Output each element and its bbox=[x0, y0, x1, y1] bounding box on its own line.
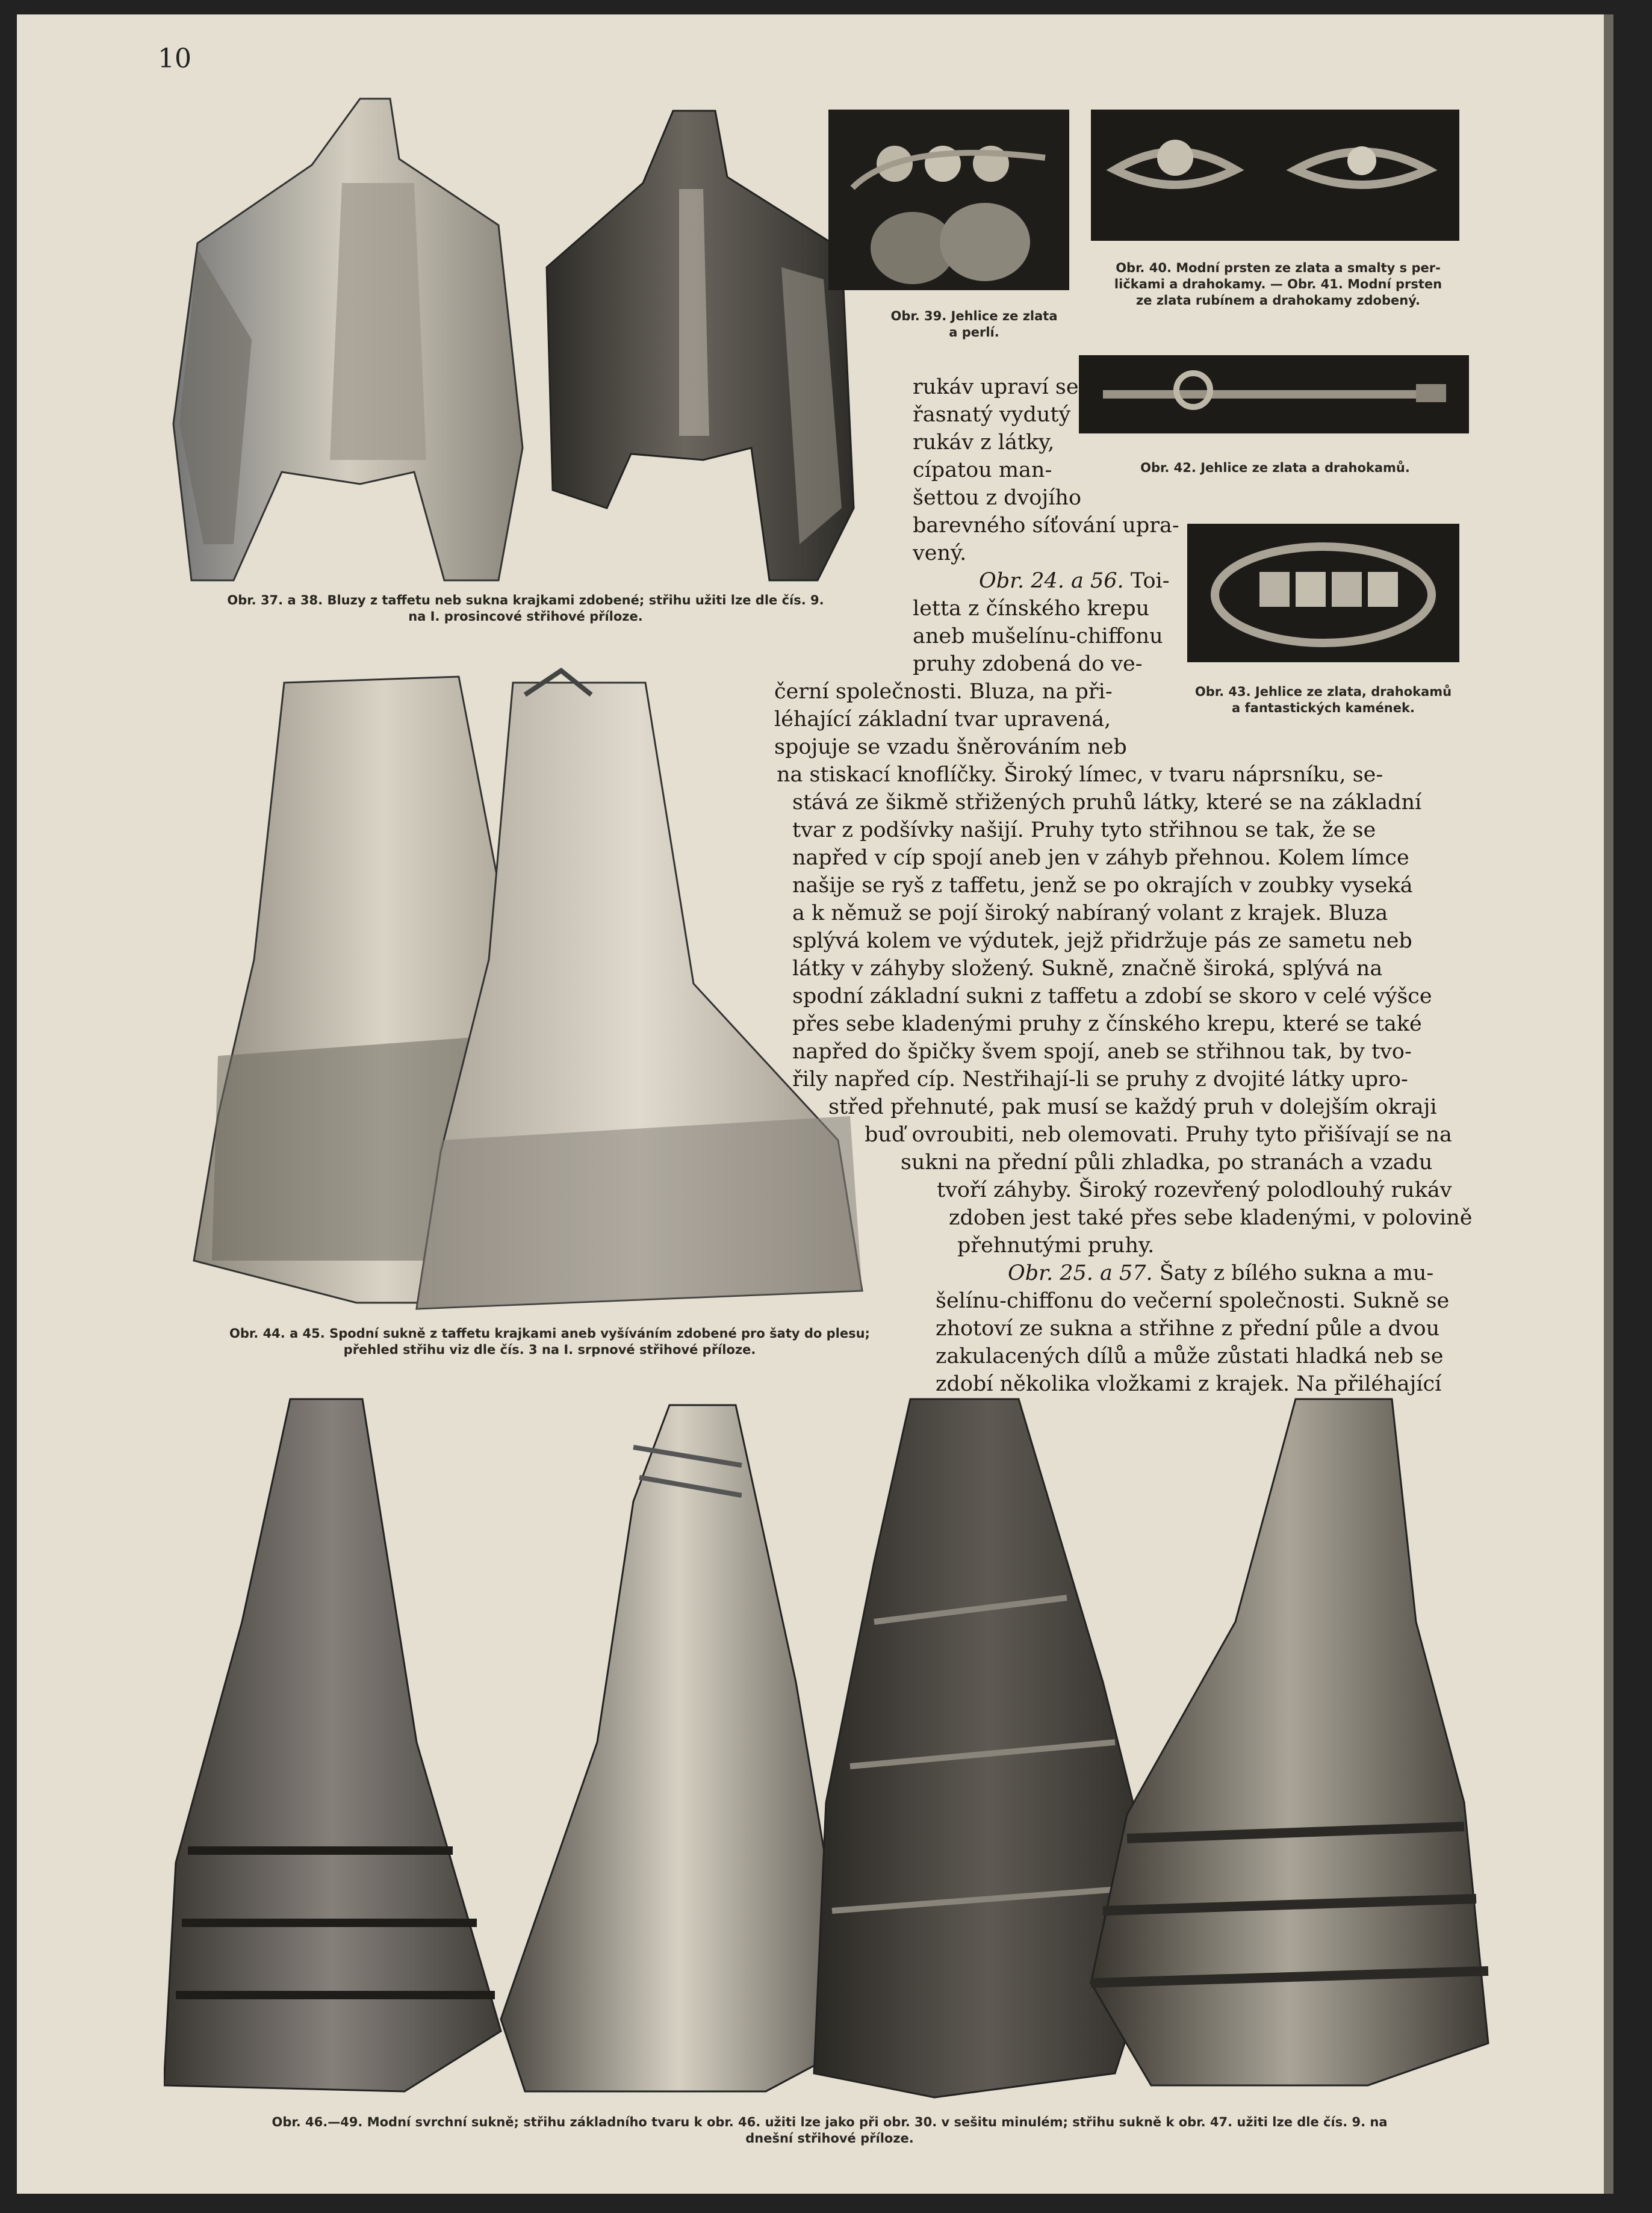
brooch-drawing bbox=[1187, 524, 1459, 662]
skirts-drawing bbox=[164, 1381, 1500, 2103]
photo-pin-pearl bbox=[828, 110, 1069, 290]
pin-pearl-drawing bbox=[828, 110, 1069, 290]
magazine-page bbox=[17, 14, 1613, 2194]
page-gutter-edge bbox=[1604, 14, 1613, 2194]
figure-reference-24: Obr. 24. a 56. bbox=[979, 569, 1124, 593]
caption-fig-40-41: Obr. 40. Modní prsten ze zlata a smalty s per- ličkami a drahokamy. — Obr. 41. Modní prsten ze zlata rubínem a drahokamy zdobený. bbox=[1114, 261, 1442, 308]
photo-brooch bbox=[1187, 524, 1459, 662]
caption-fig-44-45: Obr. 44. a 45. Spodní sukně z taffetu krajkami aneb vyšíváním zdobené pro šaty do plesu; přehled střihu viz dle čís. 3 na I. srpnové střihové příloze. bbox=[229, 1326, 870, 1357]
caption-fig-37-38: Obr. 37. a 38. Bluzy z taffetu neb sukna krajkami zdobené; střihu užiti lze dle čís. 9. na I. prosincové střihové příloze. bbox=[227, 593, 824, 624]
illustration-skirts bbox=[164, 1381, 1500, 2103]
blouses-drawing bbox=[161, 87, 890, 592]
caption-fig-42: Obr. 42. Jehlice ze zlata a drahokamů. bbox=[1140, 461, 1410, 475]
figure-reference-25: Obr. 25. a 57. bbox=[1008, 1261, 1153, 1285]
page-number: 10 bbox=[158, 43, 191, 74]
article-paragraph-obr-25: Obr. 25. a 57. Šaty z bílého sukna a mu- šelínu-chiffonu do večerní společnosti. Sukně se zhotoví ze sukna a střihne z přední půle a dvou zakulacených dílů a může zůstati hladká neb se zdobí několika vložkami z krajek. Na přiléhající bbox=[936, 1261, 1450, 1396]
article-text-column-top: rukáv upraví se řasnatý vydutý rukáv z látky, cípatou man- šettou z dvojího barevného síťování upra- vený. bbox=[913, 375, 1179, 565]
caption-fig-43: Obr. 43. Jehlice ze zlata, drahokamů a fantastických kamének. bbox=[1194, 684, 1452, 715]
article-paragraph-obr-24: Obr. 24. a 56. Toi- letta z čínského krepu aneb mušelínu-chiffonu pruhy zdobená do ve- černí společnosti. Bluza, na při- léhající základní tvar upravená, spojuje se vzadu šněrováním neb bbox=[774, 569, 1170, 759]
caption-fig-46-49: Obr. 46.—49. Modní svrchní sukně; střihu základního tvaru k obr. 46. užiti lze jako při obr. 30. v sešitu minulém; střihu sukně k obr. 47. užiti lze dle čís. 9. na dnešní střihové příloze. bbox=[272, 2115, 1388, 2146]
rings-drawing bbox=[1091, 110, 1459, 241]
illustration-blouses bbox=[161, 87, 890, 592]
article-text-column-main: na stiskací knoflíčky. Široký límec, v tvaru náprsníku, se- stává ze šikmě střižených pruhů látky, které se na základní tvar z podšívky našijí. Pruhy tyto střihnou se tak, že se napřed v cíp spojí aneb jen v záhyb přehnou. Kolem límce našije se ryš z taffetu, jenž se po okrajích v zoubky vyseká a k němuž se pojí široký nabíraný volant z krajek. Bluza splývá kolem ve výdutek, jejž přidržuje pás ze sametu neb látky v záhyby složený. Sukně, značně široká, splývá na spodní základní sukni z taffetu a zdobí se skoro v celé výšce přes sebe kladenými pruhy z čínského krepu, které se také napřed do špičky švem spojí, aneb se střihnou tak, by tvo- řily napřed cíp. Nestřihají-li se pruhy z dvojité látky upro- střed přehnuté, pak musí se každý pruh v dolejším okraji buď ovroubiti, neb olemovati. Pruhy tyto přišívají se na sukni na přední půli zhladka, po stranách a vzadu tvoří záhyby. Široký rozevřený polodlouhý rukáv zdoben jest také přes sebe kladenými, v polovině přehnutými pruhy. bbox=[777, 763, 1473, 1258]
photo-rings bbox=[1091, 110, 1459, 241]
caption-fig-39: Obr. 39. Jehlice ze zlata a perlí. bbox=[890, 309, 1058, 340]
